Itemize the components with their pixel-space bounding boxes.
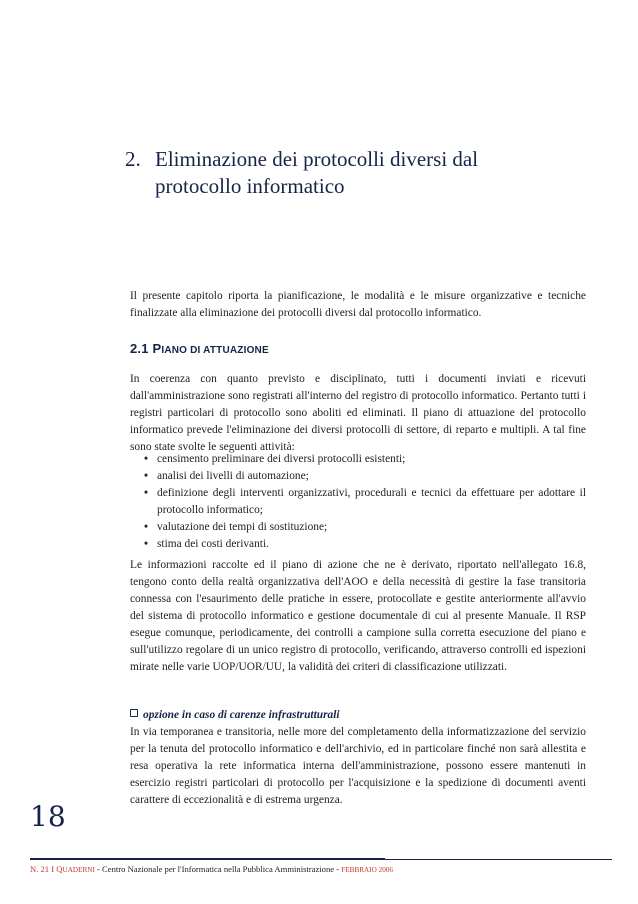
footer-publisher: - Centro Nazionale per l'Informatica nella Pubblica Amministrazione - xyxy=(97,864,340,874)
bullet-icon: • xyxy=(144,470,148,482)
bullet-icon: • xyxy=(144,487,148,499)
chapter-title xyxy=(125,146,565,200)
option-label: opzione in caso di carenze infrastrutturali xyxy=(143,709,340,721)
footer-series-initial: Q xyxy=(56,864,63,874)
footer-issue: N. 21 xyxy=(30,864,50,874)
footer-divider xyxy=(30,858,385,860)
section-title-rest: IANO DI ATTUAZIONE xyxy=(161,345,269,356)
bullet-icon: • xyxy=(144,538,148,550)
paragraph-temporanea: In via temporanea e transitoria, nelle more del completamento della informatizzazione del servizio per la tenuta del protocollo informatico e dell'archivio, ed in particolare finché non sarà allestita e resa operativa la rete informatica interna dell'amministrazione, possono essere mantenuti in esercizio registri particolari di protocollo per l'acquisizione e la spedizione di documenti aventi carattere di eccezionalità e di estrema urgenza. xyxy=(130,726,586,806)
activity-list xyxy=(130,451,586,553)
bullet-icon: • xyxy=(144,453,148,465)
footer-divider-thin xyxy=(385,859,612,860)
paragraph-coerenza: In coerenza con quanto previsto e disciplinato, tutti i documenti inviati e ricevuti dall'amministrazione sono registrati all'interno del registro di protocollo informatico. Pertanto tutti i registri particolari di protocollo sono aboliti ed eliminati. Il piano di attuazione del protocollo informatico prevede l'eliminazione dei diversi protocolli di settore, di reparto e multipli. A tal fine sono state svolte le seguenti attività: xyxy=(130,373,586,453)
section-title-initial: P xyxy=(152,341,162,356)
footer-separator: I xyxy=(51,864,55,874)
list-item: • stima dei costi derivanti. xyxy=(130,536,586,553)
chapter-title-line1: Eliminazione dei protocolli diversi dal xyxy=(155,147,479,171)
footer-series-rest: UADERNI xyxy=(62,866,95,874)
footer-date: FEBBRAIO 2006 xyxy=(341,866,393,874)
list-item: • valutazione dei tempi di sostituzione; xyxy=(130,519,586,536)
chapter-number: 2. xyxy=(125,147,141,171)
section-number: 2.1 xyxy=(130,341,149,356)
square-icon xyxy=(130,709,138,717)
list-item: • censimento preliminare dei diversi protocolli esistenti; xyxy=(130,451,586,468)
option-heading xyxy=(130,707,586,724)
bullet-icon: • xyxy=(144,521,148,533)
chapter-title-line2: protocollo informatico xyxy=(155,174,345,198)
paragraph-informazioni: Le informazioni raccolte ed il piano di azione che ne è derivato, riportato nell'allegato 16.8, tengono conto della realtà organizzativa dell'AOO e della necessità di gestire la fase transitoria connessa con l'esaurimento delle pratiche in essere, protocollate e gestite anteriormente all'avvio del sistema di protocollo informatico e gestione documentale di cui al presente Manuale. Il RSP esegue comunque, periodicamente, dei controlli a campione sulla corretta esecuzione del piano e sull'utilizzo regolare di un unico registro di protocollo, verificando, attraverso controlli ed ispezioni mirate nelle varie UOP/UOR/UU, la validità dei criteri di classificazione utilizzati. xyxy=(130,559,586,673)
list-item: • analisi dei livelli di automazione; xyxy=(130,468,586,485)
page-number: 18 xyxy=(30,800,66,833)
section-heading xyxy=(130,341,269,356)
footer xyxy=(30,864,393,874)
intro-paragraph: Il presente capitolo riporta la pianificazione, le modalità e le misure organizzative e tecniche finalizzate alla eliminazione dei protocolli diversi dal protocollo informatico. xyxy=(130,290,586,319)
list-item: • definizione degli interventi organizzativi, procedurali e tecnici da effettuare per adottare il protocollo informatico; xyxy=(144,487,586,516)
